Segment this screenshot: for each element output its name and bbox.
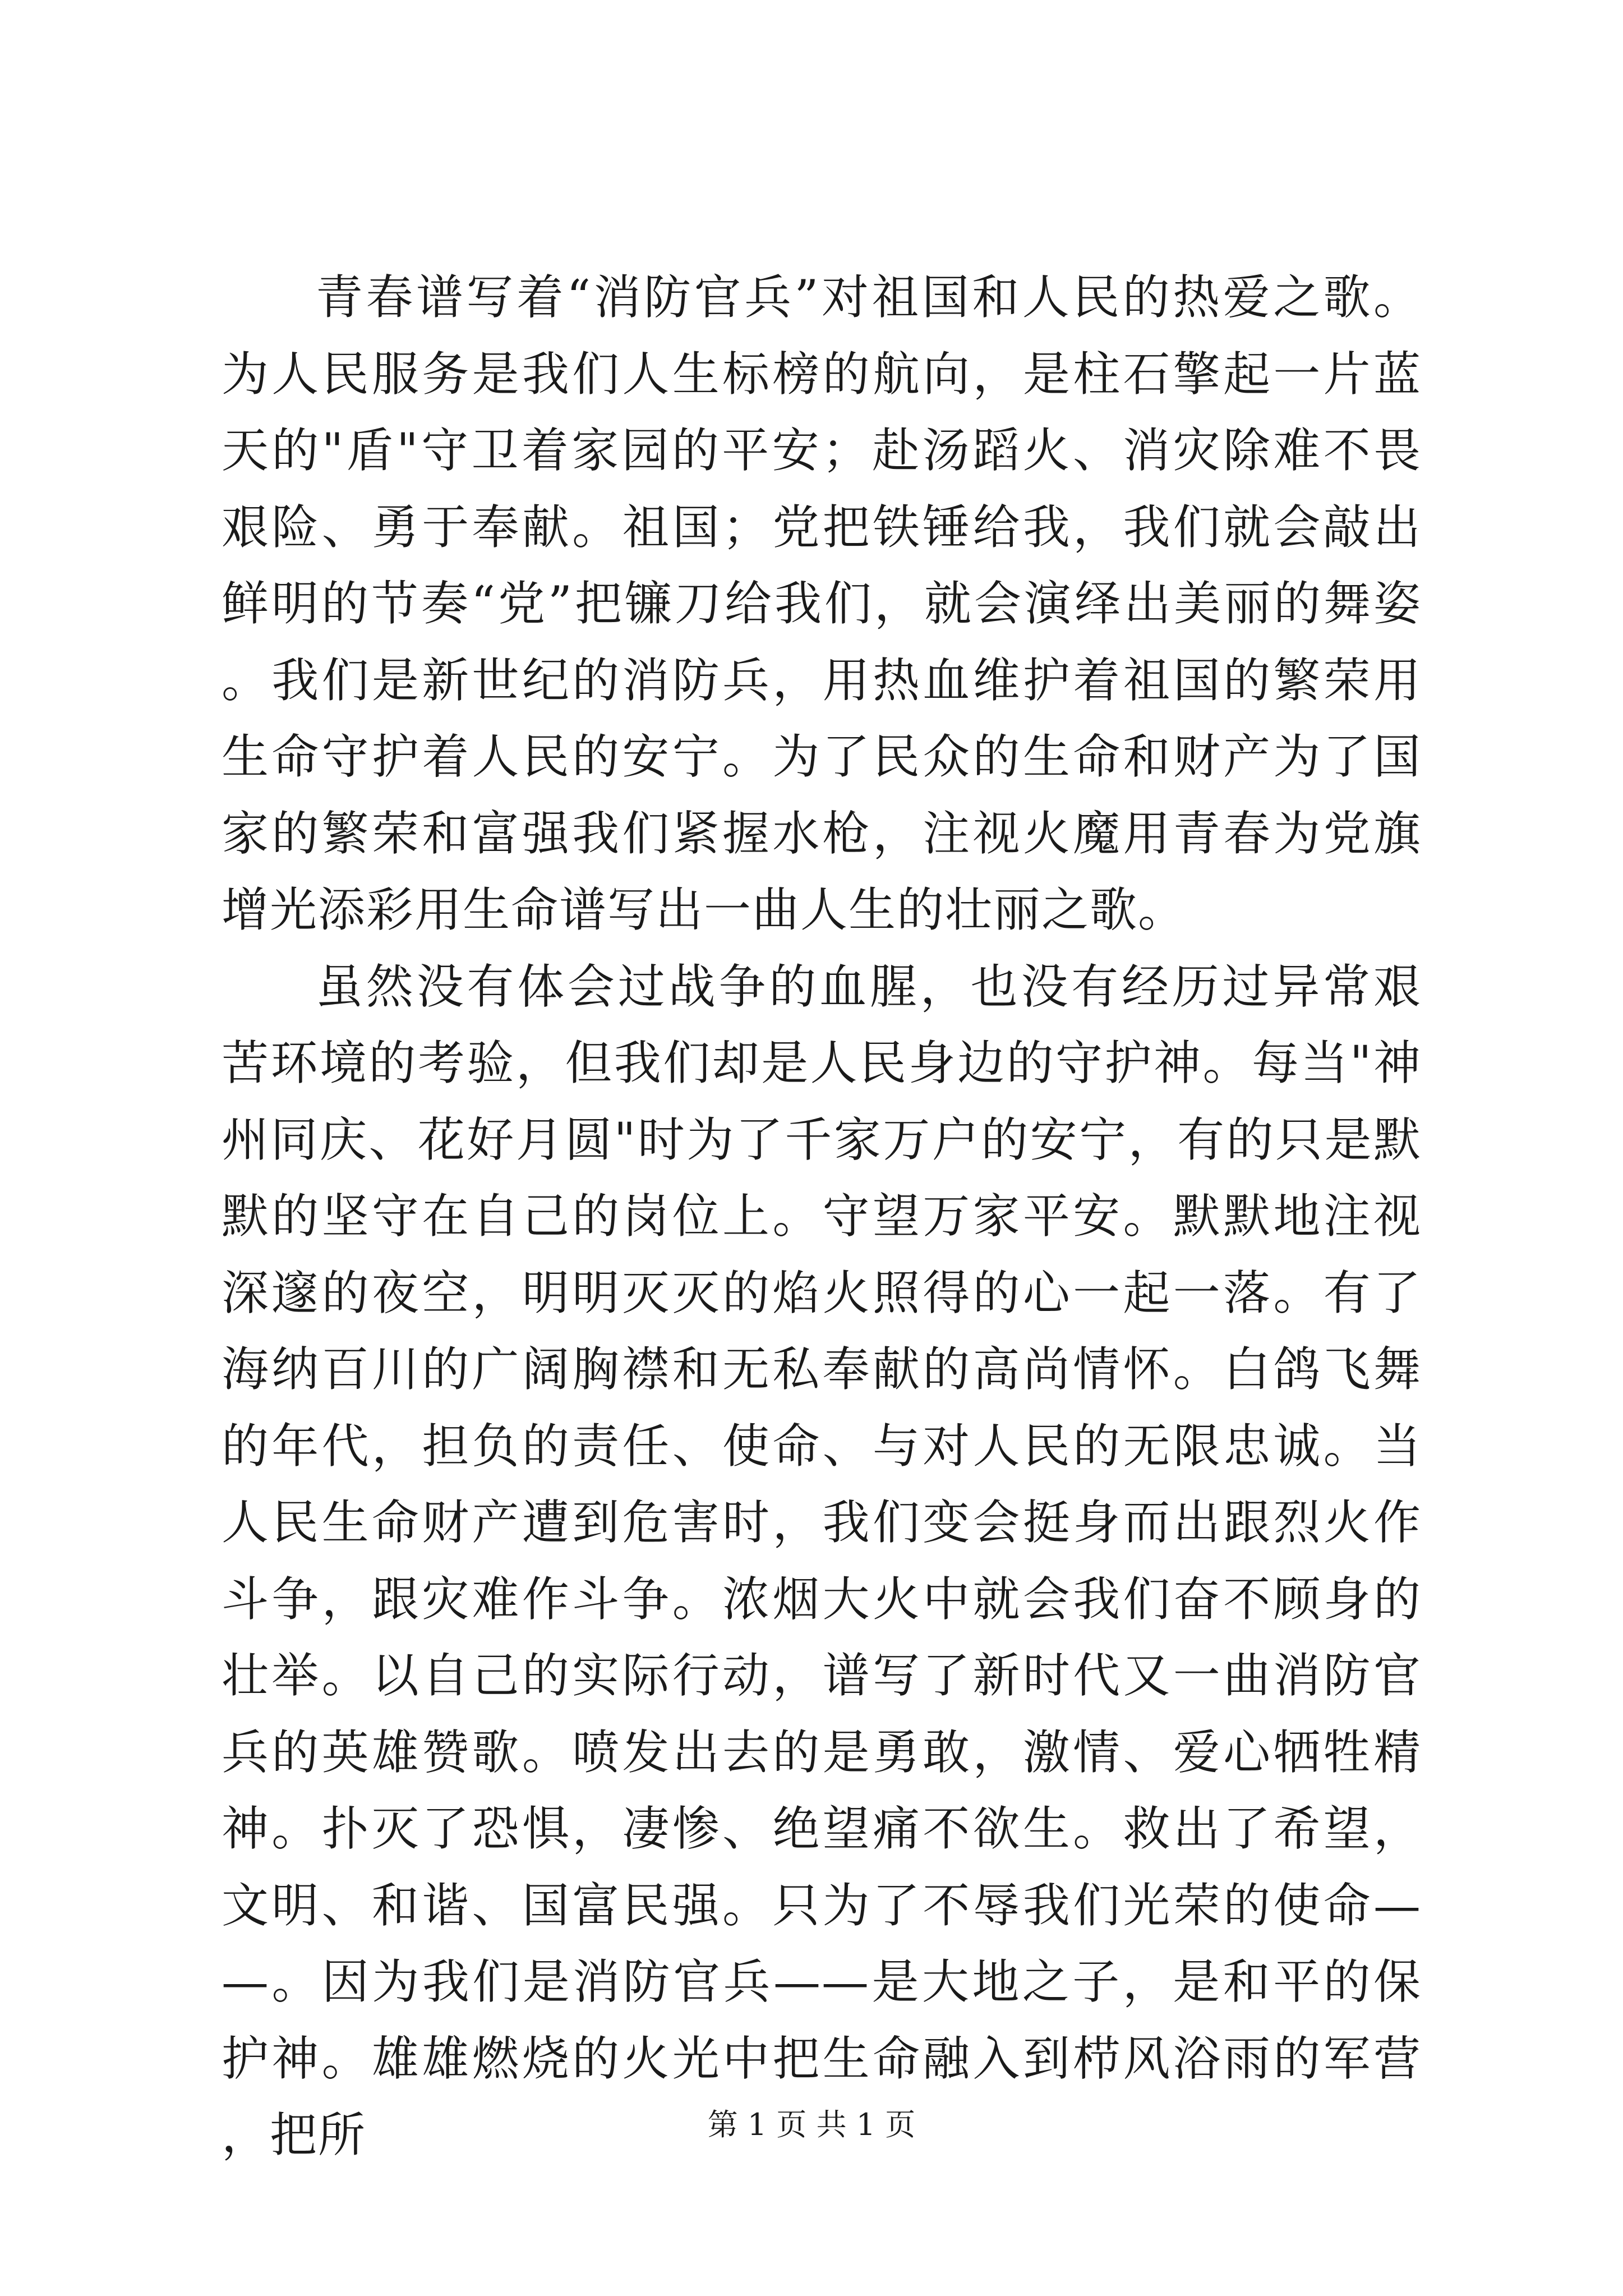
document-body <box>222 259 1422 2174</box>
paragraph-1: 青春谱写着“消防官兵”对祖国和人民的热爱之歌。为人民服务是我们人生标榜的航向，是柱石擎起一片蓝天的"盾"守卫着家园的平安；赴汤蹈火、消灾除难不畏艰险、勇于奉献。祖国；党把铁锤给我，我们就会敲出鲜明的节奏“党”把镰刀给我们，就会演绎出美丽的舞姿。我们是新世纪的消防兵，用热血维护着祖国的繁荣用生命守护着人民的安宁。为了民众的生命和财产为了国家的繁荣和富强我们紧握水枪，注视火魔用青春为党旗增光添彩用生命谱写出一曲人生的壮丽之歌。 <box>222 270 1422 937</box>
page-number-footer: 第 1 页 共 1 页 <box>707 2107 916 2142</box>
paragraph-2: 虽然没有体会过战争的血腥，也没有经历过异常艰苦环境的考验，但我们却是人民身边的守护神。每当"神州同庆、花好月圆"时为了千家万户的安宁，有的只是默默的坚守在自己的岗位上。守望万家平安。默默地注视深邃的夜空，明明灭灭的焰火照得的心一起一落。有了海纳百川的广阔胸襟和无私奉献的高尚情怀。白鸽飞舞的年代，担负的责任、使命、与对人民的无限忠诚。当人民生命财产遭到危害时，我们变会挺身而出跟烈火作斗争，跟灾难作斗争。浓烟大火中就会我们奋不顾身的壮举。以自己的实际行动，谱写了新时代又一曲消防官兵的英雄赞歌。喷发出去的是勇敢，激情、爱心牺牲精神。扑灭了恐惧，凄惨、绝望痛不欲生。救出了希望，文明、和谐、国富民强。只为了不辱我们光荣的使命——。因为我们是消防官兵——是大地之子，是和平的保护神。雄雄燃烧的火光中把生命融入到栉风浴雨的军营，把所 <box>222 959 1422 2162</box>
